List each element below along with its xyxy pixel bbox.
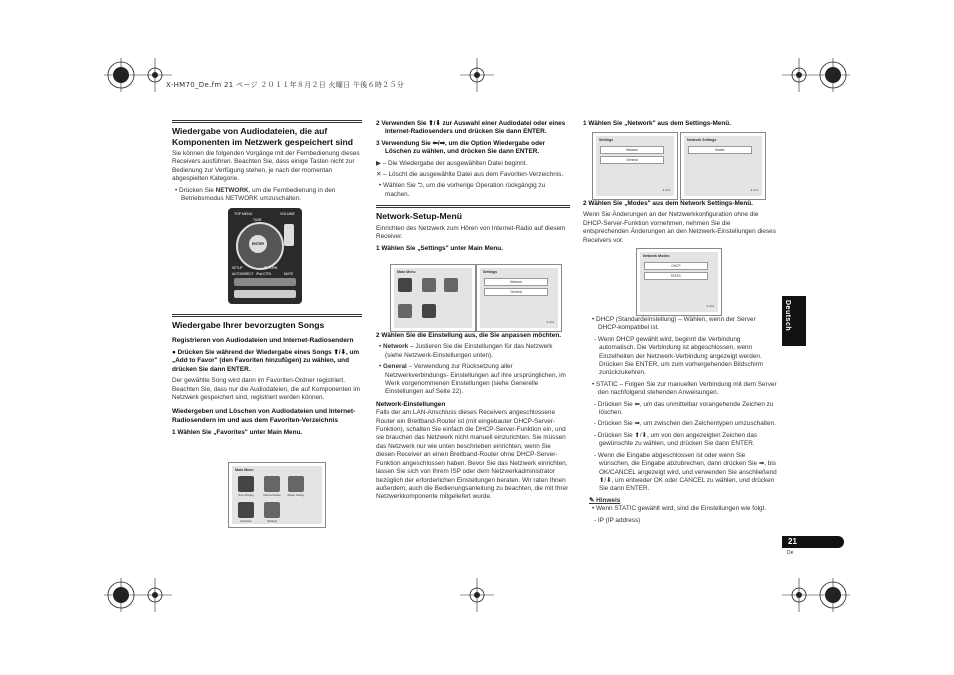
dhcp-detail: - Wenn DHCP gewählt wird, beginnt die Verbindung automatisch. Die Verbindung ist abgeschlossen, wenn Einzelheiten der Netzwerk-Verbindung angezeigt werden. Drücken Sie ENTER, um zum vorhergehenden Bildschirm zurückzukehren. bbox=[594, 335, 764, 377]
setup-step-2: 2 Wählen Sie die Einstellung aus, die Sie anpassen möchten. bbox=[376, 332, 562, 339]
crosshair-mark bbox=[460, 578, 494, 612]
now-playing-icon bbox=[398, 278, 412, 292]
column-3 bbox=[583, 120, 777, 131]
registration-mark-bottom-left bbox=[104, 578, 138, 612]
settings-screen-2: Settings Network General 1 of 2 bbox=[592, 132, 678, 200]
network-step-1: 1 Wählen Sie „Network" aus dem Settings-Menü. bbox=[583, 120, 731, 127]
register-step: ● Drücken Sie während der Wiedergabe eines Songs ⬆/⬇, um „Add to Favor" (den Favoriten hinzufügen) zu wählen, und drücken Sie dann ENTER. bbox=[172, 348, 360, 373]
delete-line: ✕ – Löscht die ausgewählte Datei aus dem Favoriten-Verzeichnis. bbox=[376, 171, 564, 179]
music-library-icon bbox=[444, 278, 458, 292]
column-1-lower bbox=[172, 314, 362, 441]
hint-bullet: • Wenn STATIC gewählt wird, sind die Einstellungen wie folgt. bbox=[592, 505, 767, 513]
music-library-icon bbox=[288, 476, 304, 492]
return-note: • Wählen Sie ⮌, um die vorherige Operation rückgängig zu machen. bbox=[379, 182, 546, 198]
column-3-mid bbox=[583, 200, 777, 248]
column-2-lower bbox=[376, 332, 570, 505]
heading-network-setup: Network-Setup-Menü bbox=[376, 211, 462, 222]
step-3: 3 Verwendung Sie ⬅/➡, um die Option Wiedergabe oder Löschen zu wählen, und drücken Sie dann ENTER. bbox=[376, 139, 546, 156]
favorites-icon bbox=[398, 304, 412, 318]
settings-screen: Settings Network General 1 of 2 bbox=[476, 264, 562, 332]
setup-paragraph: Einrichten des Netzwerk zum Hören von Internet-Radio auf diesem Receiver. bbox=[376, 224, 566, 241]
column-2 bbox=[376, 120, 570, 256]
delete-step-1: 1 Wählen Sie „Favorites" unter Main Menu. bbox=[172, 429, 303, 437]
setup-step-1: 1 Wählen Sie „Settings" unter Main Menu. bbox=[376, 244, 503, 252]
settings-icon bbox=[264, 502, 280, 518]
modes-paragraph: Wenn Sie Änderungen an der Netzwerkkonfiguration ohne die DHCP-Server-Funktion vornehmen, nehmen Sie die entsprechenden Änderungen an den Netzwerk-Einstellungen dieses Receivers vor. bbox=[583, 211, 776, 244]
intro-paragraph: Sie können die folgenden Vorgänge mit der Fernbedienung dieses Receivers ausführen. Beachten Sie, dass einige Tasten nicht zur Bedienung zur Verfügung stehen, je nach der momentan abgespielten Kategorie. bbox=[172, 150, 360, 183]
internet-radio-icon bbox=[422, 278, 436, 292]
dhcp-bullet: • DHCP (Standardeinstellung) – Wählen, wenn der Server DHCP-kompatibel ist. bbox=[592, 316, 756, 332]
network-bullet: • Drücken Sie NETWORK, um die Fernbedienung in den Betriebsmodus NETWORK umzuschalten. bbox=[175, 186, 336, 203]
volume-rocker bbox=[284, 224, 294, 246]
file-header: X-HM70_De.fm 21 ページ ２０１１年８月２日 火曜日 午後６時２５分 bbox=[166, 81, 405, 89]
registration-mark-top-left bbox=[104, 58, 138, 92]
heading-register: Registrieren von Audiodateien und Internet-Radiosendern bbox=[172, 336, 354, 344]
enter-button: ENTER bbox=[249, 235, 267, 253]
network-settings-screen: Network Settings Modes 1 of 1 bbox=[680, 132, 766, 200]
heading-network-settings: Network-Einstellungen bbox=[376, 400, 446, 408]
remote-control-illustration: ENTER TOP MENU VOLUME TUNE SETUP RETURN AUTO/DIRECT iPod CTRL MUTE bbox=[228, 208, 302, 304]
internet-radio-icon bbox=[264, 476, 280, 492]
network-settings-paragraph: Falls der am LAN-Anschluss dieses Receivers angeschlossene Router ein Breitband-Router ist (mit eingebauter DHCP-Server-Funktion), schalten Sie einfach die DHCP-Server-Funktion ein, und sie brauchen das Netzwerk nicht manuell einzurichten. Sie müssen das Netzwerk nur wie unten beschrieben einrichten, wenn Sie diesen Receiver an einen Breitband-Router ohne DHCP-Server-Funktion angeschlossen haben. Bevor Sie das Netzwerk einrichten, lassen Sie sich von Ihrem ISP oder dem Netzwerkadministrator bezüglich der erforderlichen Einstellungen beraten. Wir raten Ihnen außerdem, auch die Bedienungsanleitung zu beachten, die mit Ihrer Netzwerkkomponente mitgeliefert wurde. bbox=[376, 409, 569, 501]
crosshair-mark bbox=[782, 578, 816, 612]
section-rule bbox=[172, 120, 362, 121]
favorites-icon bbox=[238, 502, 254, 518]
general-option: • General – Verwendung zur Rücksetzung aller Netzwerkverbindungs- Einstellungen auf ihre ursprünglichen, im Werk vorgenommenen Einstellungen (siehe Generelle Einstellungen auf Seite 22). bbox=[379, 363, 566, 396]
network-step-2: 2 Wählen Sie „Modes" aus dem Network Settings-Menü. bbox=[583, 200, 753, 207]
column-1 bbox=[172, 120, 362, 206]
registration-mark-top-right bbox=[816, 58, 850, 92]
crosshair-mark bbox=[782, 58, 816, 92]
register-paragraph: Der gewählte Song wird dann im Favoriten-Ordner registriert. Beachten Sie, dass nur die Audiodateien, die auf Komponenten im Netzwerk gespeichert sind, registriert werden können. bbox=[172, 377, 360, 401]
registration-mark-bottom-right bbox=[816, 578, 850, 612]
heading-delete: Wiedergeben und Löschen von Audiodateien und Internet- Radiosendern im und aus dem Favoriten-Verzeichnis bbox=[172, 408, 356, 424]
settings-icon bbox=[422, 304, 436, 318]
page-number: 21 bbox=[782, 536, 844, 548]
hint-heading: ✎ Hinweis bbox=[589, 496, 621, 504]
now-playing-icon bbox=[238, 476, 254, 492]
crosshair-mark bbox=[138, 578, 172, 612]
crosshair-mark bbox=[460, 58, 494, 92]
heading-playback: Wiedergabe von Audiodateien, die auf Komponenten im Netzwerk gespeichert sind bbox=[172, 126, 353, 147]
hint-icon: ✎ bbox=[589, 496, 595, 504]
main-menu-screen: Main Menu Now Playing Internet Radio Music Library Favorites Settings bbox=[228, 462, 326, 528]
language-tab: Deutsch bbox=[782, 296, 806, 346]
main-menu-screen-2: Main Menu bbox=[390, 264, 476, 332]
static-bullet: • STATIC – Folgen Sie zur manuellen Verbindung mit dem Server den nachfolgend stehenden Anweisungen. bbox=[592, 380, 777, 397]
play-line: ▶ – Die Wiedergabe der ausgewählten Datei beginnt. bbox=[376, 159, 528, 167]
network-option: • Network – Justieren Sie die Einstellungen für das Netzwerk (siehe Netzwerk-Einstellungen unten). bbox=[379, 343, 553, 359]
hint-ip: - IP (IP address) bbox=[594, 516, 641, 524]
network-modes-screen: Network Modes DHCP STATIC 1 of 2 bbox=[636, 248, 722, 316]
heading-favorites: Wiedergabe Ihrer bevorzugten Songs bbox=[172, 320, 325, 330]
page-lang: De bbox=[787, 550, 794, 556]
column-3-lower: • DHCP (Standardeinstellung) – Wählen, wenn der Server DHCP-kompatibel ist. - Wenn DHCP gewählt wird, beginnt die Verbindung automatisch. Die Verbindung ist abgeschlossen, wenn Einzelheiten der Netzwerk-Verbindung angezeigt werden. Drücken Sie ENTER, um zum vorhergehenden Bildschirm zurückzukehren. • STATIC – Folgen Sie zur manuellen Verbindung mit dem Server den nachfolgend stehenden Anweisungen. - Drücken Sie ⬅, um das unmittelbar vorangehende Zeichen zu löschen. - Drücken Sie ➡, um zwischen den Zeichentypen umzuschalten. - Drücken Sie ⬆/⬇, um von den angezeigten Zeichen das gewünschte zu wählen, und drücken Sie dann ENTER. - Wenn die Eingabe abgeschlossen ist oder wenn Sie wünschen, die Eingabe abzubrechen, dann drücken Sie ➡, bis OK/CANCEL angezeigt wird, und verwenden Sie anschließend ⬆/⬇, um entweder OK oder CANCEL zu wählen, und drücken Sie dann ENTER. ✎ Hinweis • Wenn STATIC gewählt wird, sind die Einstellungen wie folgt. - IP (IP address) bbox=[589, 316, 777, 524]
step-2: 2 Verwenden Sie ⬆/⬇ zur Auswahl einer Audiodatei oder eines Internet-Radiosenders und drücken Sie dann ENTER. bbox=[376, 120, 566, 136]
